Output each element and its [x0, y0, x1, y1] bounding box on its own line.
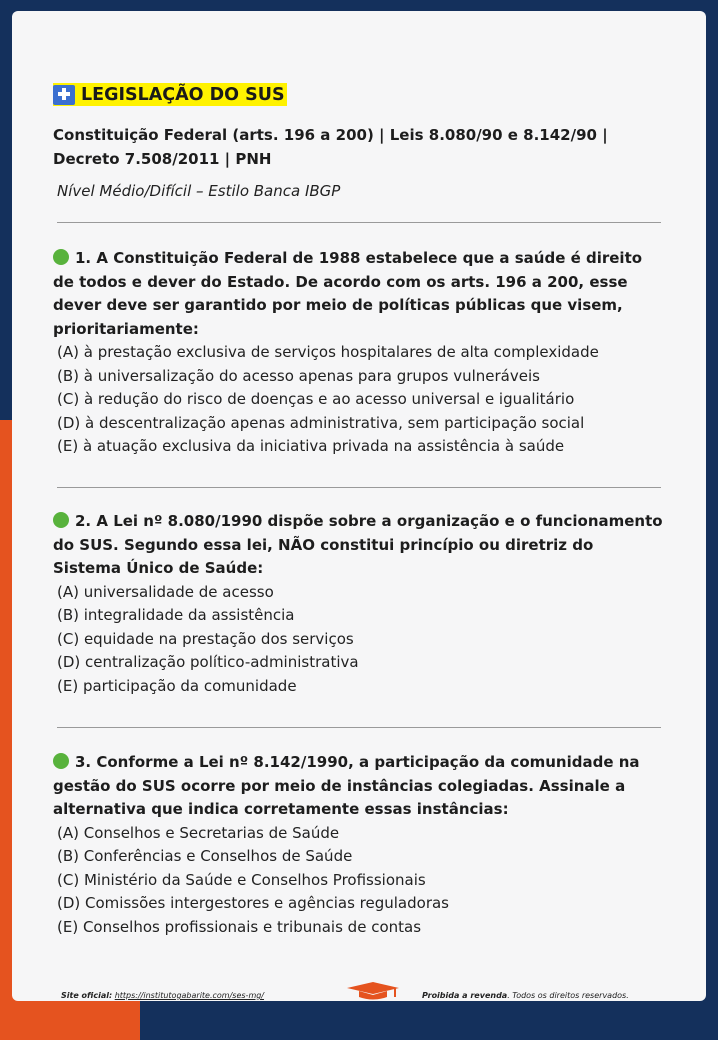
option-d[interactable]: (D) Comissões intergestores e agências reguladoras	[57, 894, 449, 912]
level-label: Nível Médio/Difícil – Estilo Banca IBGP	[57, 182, 341, 200]
title-row	[53, 83, 287, 106]
options-list	[53, 341, 665, 459]
option-c[interactable]: (C) Ministério da Saúde e Conselhos Profissionais	[57, 870, 426, 889]
options-list	[53, 822, 665, 940]
question-3	[53, 751, 665, 939]
divider	[57, 487, 661, 488]
page-footer	[12, 989, 706, 1005]
green-circle-icon	[53, 753, 69, 769]
divider	[57, 222, 661, 223]
legislation-subtitle: Constituição Federal (arts. 196 a 200) | Leis 8.080/90 e 8.142/90 | Decreto 7.508/2011 | PNH	[53, 126, 608, 168]
option-b[interactable]: (B) integralidade da assistência	[57, 606, 295, 624]
question-stem-text: 3. Conforme a Lei nº 8.142/1990, a participação da comunidade na gestão do SUS ocorre por meio de instâncias colegiadas. Assinale a alternativa que indica corretamente essas instâncias:	[53, 753, 640, 818]
question-stem	[53, 510, 665, 581]
option-e[interactable]: (E) à atuação exclusiva da iniciativa privada na assistência à saúde	[57, 437, 565, 455]
question-stem-text: 1. A Constituição Federal de 1988 estabelece que a saúde é direito de todos e dever do Estado. De acordo com os arts. 196 a 200, esse dever deve ser garantido por meio de políticas públicas que visem, prioritariamente:	[53, 249, 643, 338]
option-c[interactable]: (C) equidade na prestação dos serviços	[57, 629, 354, 648]
option-e[interactable]: (E) participação da comunidade	[57, 676, 297, 695]
option-a[interactable]: (A) à prestação exclusiva de serviços hospitalares de alta complexidade	[57, 343, 599, 361]
option-b[interactable]: (B) Conferências e Conselhos de Saúde	[57, 847, 353, 865]
option-e[interactable]: (E) Conselhos profissionais e tribunais de contas	[57, 917, 422, 936]
option-a[interactable]: (A) Conselhos e Secretarias de Saúde	[57, 823, 340, 842]
green-circle-icon	[53, 512, 69, 528]
option-d[interactable]: (D) à descentralização apenas administrativa, sem participação social	[57, 413, 585, 432]
footer-rights-text: . Todos os direitos reservados.	[507, 991, 629, 1000]
question-stem	[53, 751, 665, 822]
question-1	[53, 247, 665, 459]
hospital-icon	[53, 85, 75, 105]
question-2	[53, 510, 665, 698]
option-b[interactable]: (B) à universalização do acesso apenas para grupos vulneráveis	[57, 366, 540, 385]
graduation-cap-icon	[345, 982, 401, 1002]
option-a[interactable]: (A) universalidade de acesso	[57, 582, 274, 601]
green-circle-icon	[53, 249, 69, 265]
footer-rights	[422, 991, 629, 1000]
footer-resale-label: Proibida a revenda	[422, 991, 508, 1000]
option-d[interactable]: (D) centralização político-administrativa	[57, 653, 359, 671]
page-title	[53, 83, 287, 106]
question-stem	[53, 247, 665, 341]
document-page	[12, 11, 706, 1001]
footer-site	[61, 991, 264, 1000]
footer-site-label: Site oficial:	[61, 991, 113, 1000]
question-stem-text: 2. A Lei nº 8.080/1990 dispõe sobre a organização e o funcionamento do SUS. Segundo essa lei, NÃO constitui princípio ou diretriz do Sistema Único de Saúde:	[53, 512, 663, 577]
footer-site-link[interactable]: https://institutogabarite.com/ses-mg/	[114, 991, 265, 1000]
options-list	[53, 581, 665, 699]
page-title-text: LEGISLAÇÃO DO SUS	[81, 85, 285, 105]
option-c[interactable]: (C) à redução do risco de doenças e ao acesso universal e igualitário	[57, 390, 575, 408]
divider	[57, 727, 661, 728]
